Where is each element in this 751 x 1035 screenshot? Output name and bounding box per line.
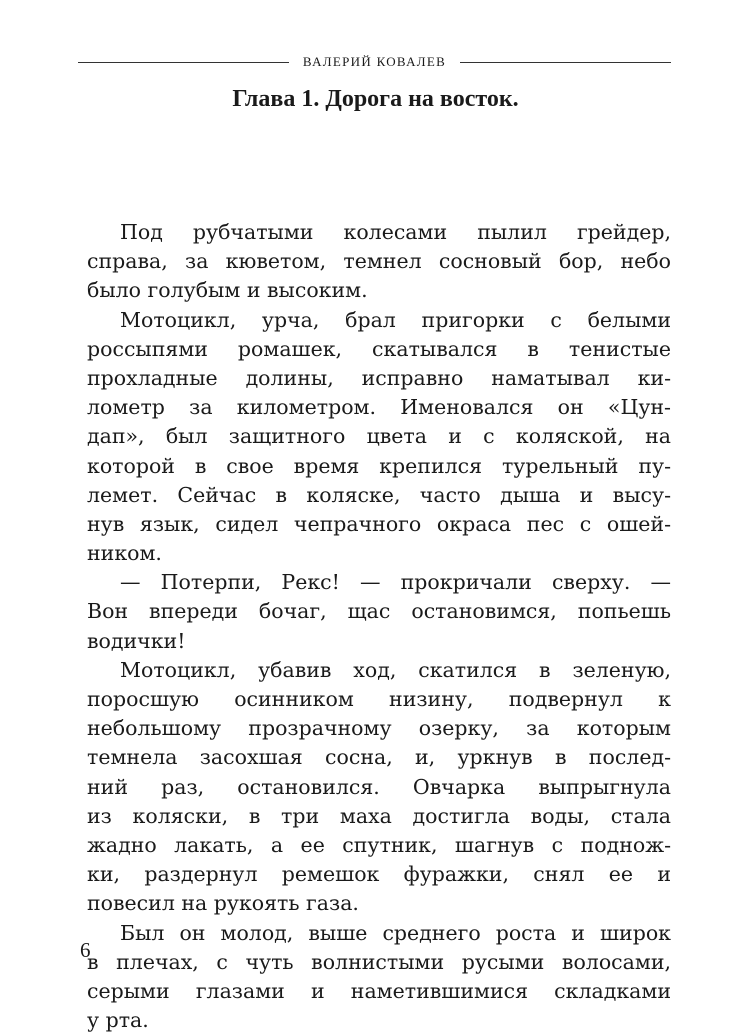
chapter-title: Глава 1. Дорога на восток. <box>232 86 519 112</box>
text-line: в плечах, с чуть волнистыми русыми волосами, <box>87 949 671 974</box>
header-rule-right <box>460 62 671 63</box>
body-text <box>87 218 671 1035</box>
text-line: ний раз, остановился. Овчарка выпрыгнула <box>87 774 671 799</box>
text-line: темнела засохшая сосна, и, уркнув в послед- <box>87 745 671 770</box>
text-line: повесил на рукоять газа. <box>87 891 359 916</box>
text-line: у рта. <box>87 1008 149 1033</box>
text-line: нув язык, сидел чепрачного окраса пес с ошей- <box>87 511 671 536</box>
header-rule-left <box>78 62 289 63</box>
text-line: лометр за километром. Именовался он «Цун- <box>87 395 671 420</box>
text-line: из коляски, в три маха достигла воды, стала <box>87 803 671 828</box>
text-line: которой в свое время крепился турельный пу- <box>87 453 671 478</box>
text-line: небольшому прозрачному озерку, за которым <box>87 716 671 741</box>
author-name: ВАЛЕРИЙ КОВАЛЕВ <box>302 54 447 69</box>
page-number: 6 <box>80 938 91 962</box>
text-line: поросшую осинником низину, подвернул к <box>87 687 671 711</box>
text-line: россыпями ромашек, скатывался в тенистые <box>87 336 671 361</box>
text-line: водички! <box>87 628 186 653</box>
text-line: справа, за кюветом, темнел сосновый бор, небо <box>87 249 671 274</box>
text-line: — Потерпи, Рекс! — прокричали сверху. — <box>120 570 671 595</box>
text-line: дап», был защитного цвета и с коляской, на <box>87 424 671 449</box>
text-line: Мотоцикл, убавив ход, скатился в зеленую, <box>120 657 671 682</box>
text-line: жадно лакать, а ее спутник, шагнув с поднож- <box>87 832 671 857</box>
text-line: ником. <box>87 541 162 566</box>
text-line: Мотоцикл, урча, брал пригорки с белыми <box>120 307 671 332</box>
text-line: ки, раздернул ремешок фуражки, снял ее и <box>87 862 671 887</box>
text-line: Был он молод, выше среднего роста и широк <box>120 920 671 945</box>
text-line: серыми глазами и наметившимися складками <box>87 978 671 1003</box>
text-line: Под рубчатыми колесами пылил грейдер, <box>120 220 671 244</box>
text-line: лемет. Сейчас в коляске, часто дыша и высу- <box>87 482 671 507</box>
running-header <box>78 50 671 74</box>
text-line: было голубым и высоким. <box>87 278 368 303</box>
text-line: прохладные долины, исправно наматывал ки- <box>87 365 671 390</box>
text-line: Вон впереди бочаг, щас остановимся, попьешь <box>87 599 671 624</box>
